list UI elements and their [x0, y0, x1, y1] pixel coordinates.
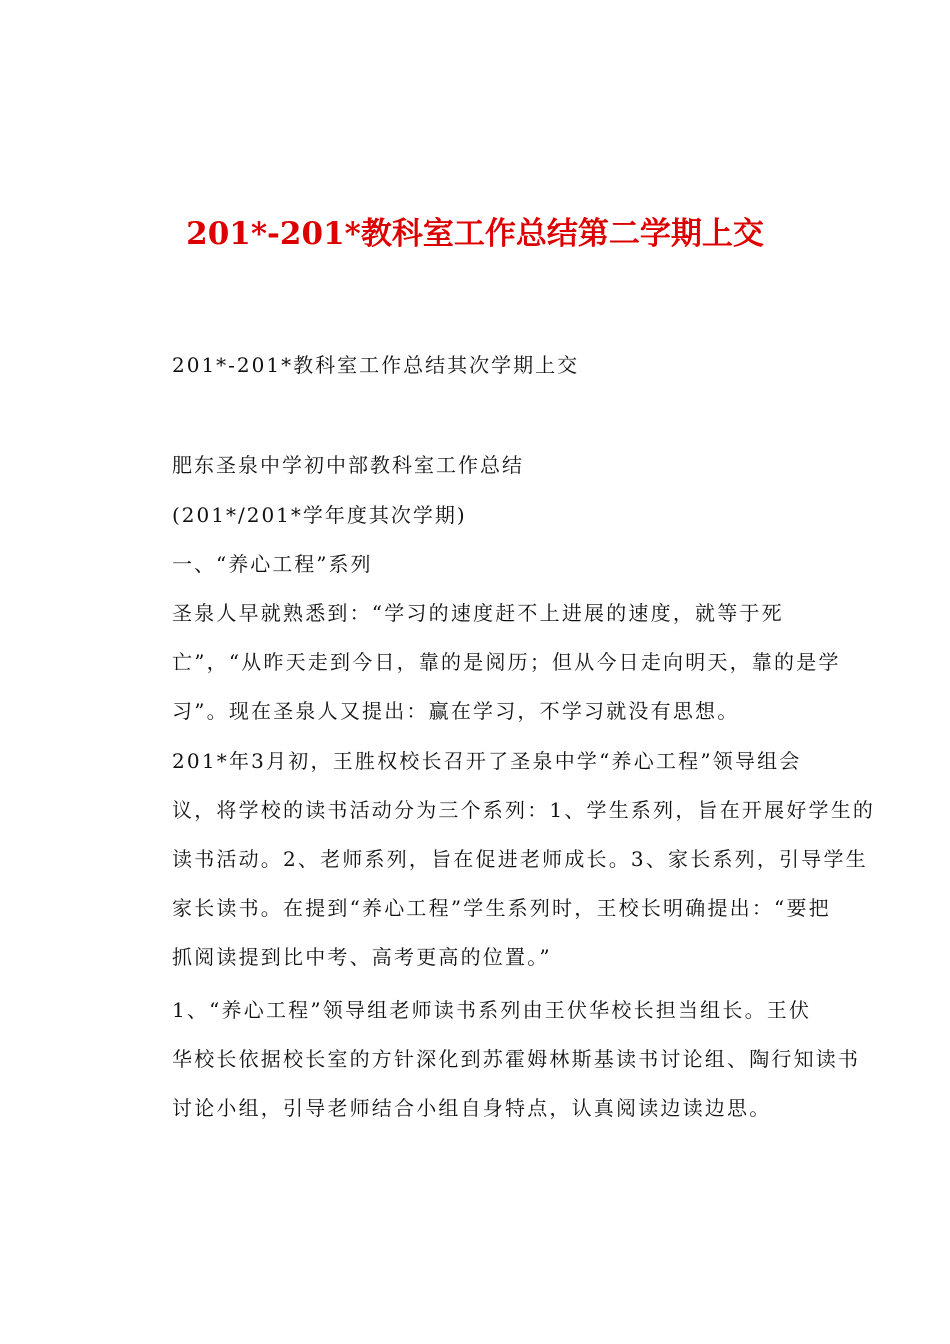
paragraph-line: 201*年3月初，王胜权校长召开了圣泉中学“养心工程”领导组会 [172, 749, 802, 773]
paragraph-1 [172, 589, 841, 736]
paragraph-line: 家长读书。在提到“养心工程”学生系列时，王校长明确提出：“要把 [172, 896, 831, 920]
paragraph-line: 亡”，“从昨天走到今日，靠的是阅历；但从今日走向明天，靠的是学 [172, 650, 841, 674]
paragraph-line: 抓阅读提到比中考、高考更高的位置。” [172, 945, 552, 969]
paragraph-line: 读书活动。2、老师系列，旨在促进老师成长。3、家长系列，引导学生 [172, 847, 868, 871]
paragraph-line: 1、“养心工程”领导组老师读书系列由王伏华校长担当组长。王伏 [172, 998, 812, 1022]
term-heading: (201*/201*学年度其次学期) [172, 503, 467, 527]
paragraph-line: 讨论小组，引导老师结合小组自身特点，认真阅读边读边思。 [172, 1096, 772, 1120]
school-heading: 肥东圣泉中学初中部教科室工作总结 [172, 453, 524, 477]
paragraph-line: 议，将学校的读书活动分为三个系列：1、学生系列，旨在开展好学生的 [172, 798, 876, 822]
document-title: 201*-201*教科室工作总结第二学期上交 [186, 216, 764, 252]
paragraph-line: 习”。现在圣泉人又提出：赢在学习，不学习就没有思想。 [172, 699, 740, 723]
paragraph-2 [172, 737, 876, 982]
paragraph-line: 华校长依据校长室的方针深化到苏霍姆林斯基读书讨论组、陶行知读书 [172, 1047, 861, 1071]
paragraph-line: 圣泉人早就熟悉到：“学习的速度赶不上进展的速度，就等于死 [172, 601, 784, 625]
section-1-heading: 一、“养心工程”系列 [172, 552, 373, 576]
document-subtitle: 201*-201*教科室工作总结其次学期上交 [172, 353, 580, 377]
paragraph-3 [172, 986, 861, 1133]
